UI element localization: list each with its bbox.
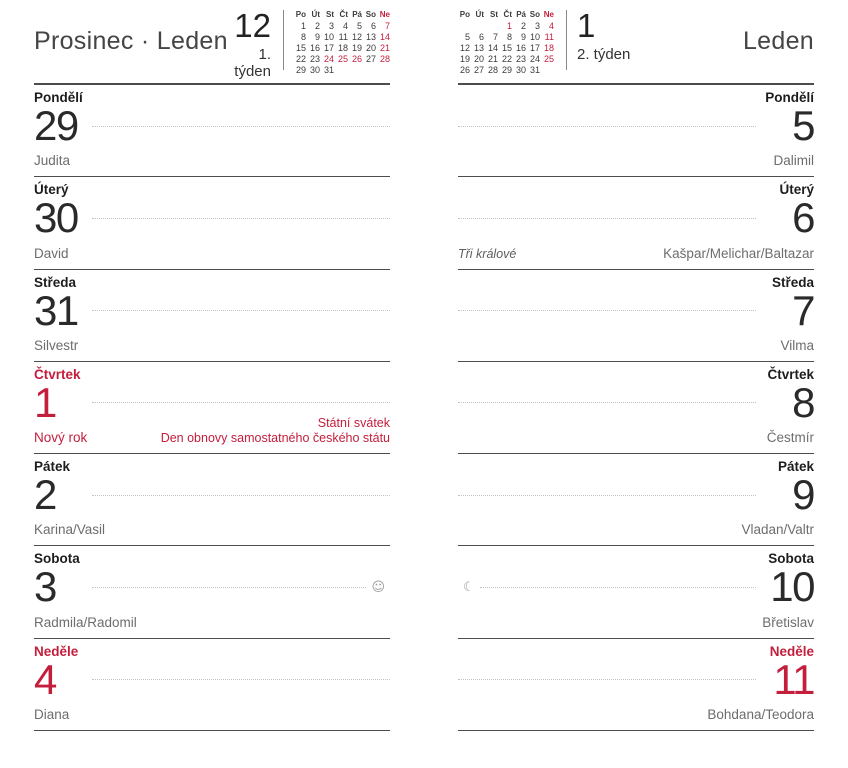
name-day-names: Radmila/Radomil (34, 614, 137, 630)
week-block (228, 9, 271, 80)
calendar-day: 8 (300, 32, 306, 42)
day-row (458, 639, 814, 731)
calendar-day: 13 (365, 32, 376, 42)
calendar-day: 4 (548, 21, 554, 31)
calendar-day (486, 21, 498, 31)
day-number-line (458, 471, 814, 519)
calendar-day: 21 (487, 54, 498, 64)
calendar-weekday: Po (295, 10, 306, 19)
calendar-day: 13 (473, 43, 484, 53)
day-row (34, 454, 390, 546)
calendar-day: 14 (379, 32, 390, 42)
day-list (34, 85, 390, 731)
calendar-day: 23 (515, 54, 526, 64)
calendar-day: 29 (501, 65, 512, 75)
page-title: Leden (742, 27, 814, 55)
name-day-names: Nový rok (34, 430, 88, 446)
calendar-day: 3 (328, 21, 334, 31)
day-number-line (458, 102, 814, 149)
calendar-day: 17 (323, 43, 334, 53)
full-moon-icon: ☺ (371, 579, 385, 595)
holiday-notes (161, 416, 390, 446)
day-row (34, 546, 390, 638)
calendar-day: 18 (337, 43, 348, 53)
calendar-day (350, 65, 362, 75)
calendar-day: 2 (520, 21, 526, 31)
calendar-day: 19 (459, 54, 470, 64)
day-number-line (34, 471, 390, 519)
day-number-line (458, 378, 814, 426)
name-day-names: Břetislav (762, 614, 814, 630)
day-row (458, 454, 814, 546)
day-name: Pátek (777, 459, 814, 475)
writing-line (92, 587, 366, 588)
calendar-day: 29 (295, 65, 306, 75)
day-row (458, 362, 814, 454)
calendar-day: 6 (478, 32, 484, 42)
calendar-day: 2 (314, 21, 320, 31)
calendar-day: 30 (309, 65, 320, 75)
writing-line (458, 218, 756, 219)
calendar-weekday: Út (311, 10, 320, 19)
day-number: 4 (34, 655, 56, 703)
mini-calendar (458, 10, 554, 75)
calendar-day (364, 65, 376, 75)
calendar-day: 30 (515, 65, 526, 75)
calendar-day: 23 (309, 54, 320, 64)
header-divider (566, 10, 567, 70)
page-header-right (458, 0, 814, 85)
calendar-weekday: Ne (379, 10, 390, 19)
calendar-weekday: St (490, 10, 498, 19)
page-right (424, 0, 848, 768)
calendar-day: 11 (544, 32, 554, 42)
day-row (458, 546, 814, 638)
day-name: Sobota (768, 551, 814, 567)
calendar-day: 22 (295, 54, 306, 64)
writing-line (92, 310, 390, 311)
calendar-day: 5 (464, 32, 470, 42)
writing-line (458, 310, 756, 311)
day-row (34, 270, 390, 362)
calendar-weekday: Út (475, 10, 484, 19)
writing-line (480, 587, 756, 588)
calendar-day: 26 (351, 54, 362, 64)
day-number-line (458, 194, 814, 242)
calendar-day: 24 (323, 54, 334, 64)
calendar-day: 16 (515, 43, 526, 53)
calendar-weekday: Pá (516, 10, 526, 19)
calendar-day: 21 (379, 43, 390, 53)
day-name: Čtvrtek (34, 366, 81, 382)
day-name: Středa (771, 274, 814, 290)
calendar-day: 5 (356, 21, 362, 31)
day-number: 6 (792, 194, 814, 242)
day-number-line (458, 286, 814, 334)
day-number: 10 (770, 563, 814, 611)
calendar-weekday: Pá (352, 10, 362, 19)
calendar-day: 1 (300, 21, 306, 31)
day-name: Středa (34, 274, 77, 290)
calendar-day: 6 (370, 21, 376, 31)
calendar-day (472, 21, 484, 31)
week-label: 1. týden (234, 46, 271, 80)
day-number: 30 (34, 194, 78, 242)
calendar-day (542, 65, 554, 75)
day-name: Úterý (34, 182, 69, 198)
name-day-names: Kašpar/Melichar/Baltazar (663, 245, 814, 261)
writing-line (92, 495, 390, 496)
week-block (577, 9, 630, 63)
calendar-day: 3 (534, 21, 540, 31)
day-name: Neděle (769, 643, 814, 659)
writing-line (458, 679, 756, 680)
day-number: 5 (792, 102, 814, 149)
name-day-names: Karina/Vasil (34, 522, 106, 538)
calendar-day (336, 65, 348, 75)
day-number-line (34, 194, 390, 242)
calendar-day: 20 (365, 43, 376, 53)
calendar-weekday: Po (459, 10, 470, 19)
page-header-left (34, 0, 390, 85)
day-row (458, 270, 814, 362)
name-day-names: Vilma (780, 337, 814, 353)
calendar-day (458, 21, 470, 31)
day-name: Pondělí (765, 90, 814, 105)
calendar-day: 16 (309, 43, 320, 53)
day-number-line (34, 102, 390, 149)
calendar-day: 4 (342, 21, 348, 31)
day-note-left: Tři králové (458, 246, 517, 261)
day-number: 1 (34, 378, 56, 426)
page-title: Prosinec · Leden (34, 27, 228, 55)
name-day-names: Dalimil (773, 153, 814, 169)
calendar-day: 28 (379, 54, 390, 64)
calendar-weekday: So (529, 10, 540, 19)
day-row (34, 362, 390, 454)
day-name: Pondělí (34, 90, 83, 105)
day-name: Sobota (34, 551, 80, 567)
day-row (34, 177, 390, 269)
name-day-names: Vladan/Valtr (741, 522, 814, 538)
calendar-day: 10 (529, 32, 540, 42)
day-number-line (34, 286, 390, 334)
day-number: 9 (792, 471, 814, 519)
day-name: Pátek (34, 459, 71, 475)
calendar-day (378, 65, 390, 75)
calendar-day: 26 (459, 65, 470, 75)
writing-line (92, 126, 390, 127)
calendar-weekday: Čt (339, 10, 348, 19)
calendar-weekday: So (365, 10, 376, 19)
calendar-day: 27 (473, 65, 484, 75)
calendar-day: 7 (384, 21, 390, 31)
month-number: 1 (577, 7, 596, 44)
calendar-weekday: Ne (543, 10, 554, 19)
name-day-names: Bohdana/Teodora (707, 707, 814, 723)
name-day-names: David (34, 245, 69, 261)
day-row (34, 85, 390, 177)
calendar-day: 14 (487, 43, 498, 53)
calendar-day: 7 (492, 32, 498, 42)
day-number: 2 (34, 471, 56, 519)
calendar-day: 15 (501, 43, 512, 53)
day-name: Úterý (779, 182, 814, 198)
header-divider (283, 10, 284, 70)
calendar-day: 15 (295, 43, 306, 53)
calendar-day: 1 (506, 21, 512, 31)
calendar-weekday: Čt (503, 10, 512, 19)
day-row (458, 177, 814, 269)
calendar-day: 20 (473, 54, 484, 64)
month-number: 12 (234, 7, 271, 44)
waning-moon-icon: ☾ (463, 579, 475, 595)
day-name: Čtvrtek (767, 366, 814, 382)
writing-line (458, 495, 756, 496)
calendar-day: 11 (338, 32, 348, 42)
day-name: Neděle (34, 643, 79, 659)
calendar-weekday: St (326, 10, 334, 19)
calendar-day: 17 (529, 43, 540, 53)
day-number: 7 (792, 286, 814, 334)
calendar-day: 24 (529, 54, 540, 64)
name-day-names: Čestmír (766, 430, 814, 446)
day-number: 8 (792, 378, 814, 426)
calendar-day: 25 (543, 54, 554, 64)
calendar-day: 9 (520, 32, 526, 42)
day-number: 29 (34, 102, 78, 149)
name-day-names: Judita (34, 153, 71, 169)
day-number: 31 (34, 286, 78, 334)
day-number-line (34, 563, 390, 611)
calendar-day: 9 (314, 32, 320, 42)
writing-line (92, 679, 390, 680)
calendar-day: 22 (501, 54, 512, 64)
calendar-day: 12 (351, 32, 362, 42)
mini-calendar (294, 10, 390, 75)
day-row (458, 85, 814, 177)
holiday-note-line: Den obnovy samostatného českého státu (160, 431, 390, 446)
writing-line (458, 126, 756, 127)
calendar-day: 8 (506, 32, 512, 42)
calendar-day: 31 (323, 65, 334, 75)
calendar-day: 10 (323, 32, 334, 42)
name-day-names: Diana (34, 707, 70, 723)
day-number: 3 (34, 563, 56, 611)
day-row (34, 639, 390, 731)
holiday-note-line: Státní svátek (317, 416, 390, 431)
day-number: 11 (773, 655, 814, 703)
calendar-day: 31 (529, 65, 540, 75)
calendar-day: 18 (543, 43, 554, 53)
day-list (458, 85, 814, 731)
calendar-day: 19 (351, 43, 362, 53)
calendar-day: 12 (459, 43, 470, 53)
calendar-day: 27 (365, 54, 376, 64)
week-label: 2. týden (577, 46, 631, 63)
calendar-day: 25 (337, 54, 348, 64)
writing-line (92, 218, 390, 219)
name-day-names: Silvestr (34, 337, 79, 353)
calendar-day: 28 (487, 65, 498, 75)
day-number-line (458, 563, 814, 611)
writing-line (458, 402, 756, 403)
day-number-line (34, 655, 390, 703)
writing-line (92, 402, 390, 403)
day-number-line (458, 655, 814, 703)
